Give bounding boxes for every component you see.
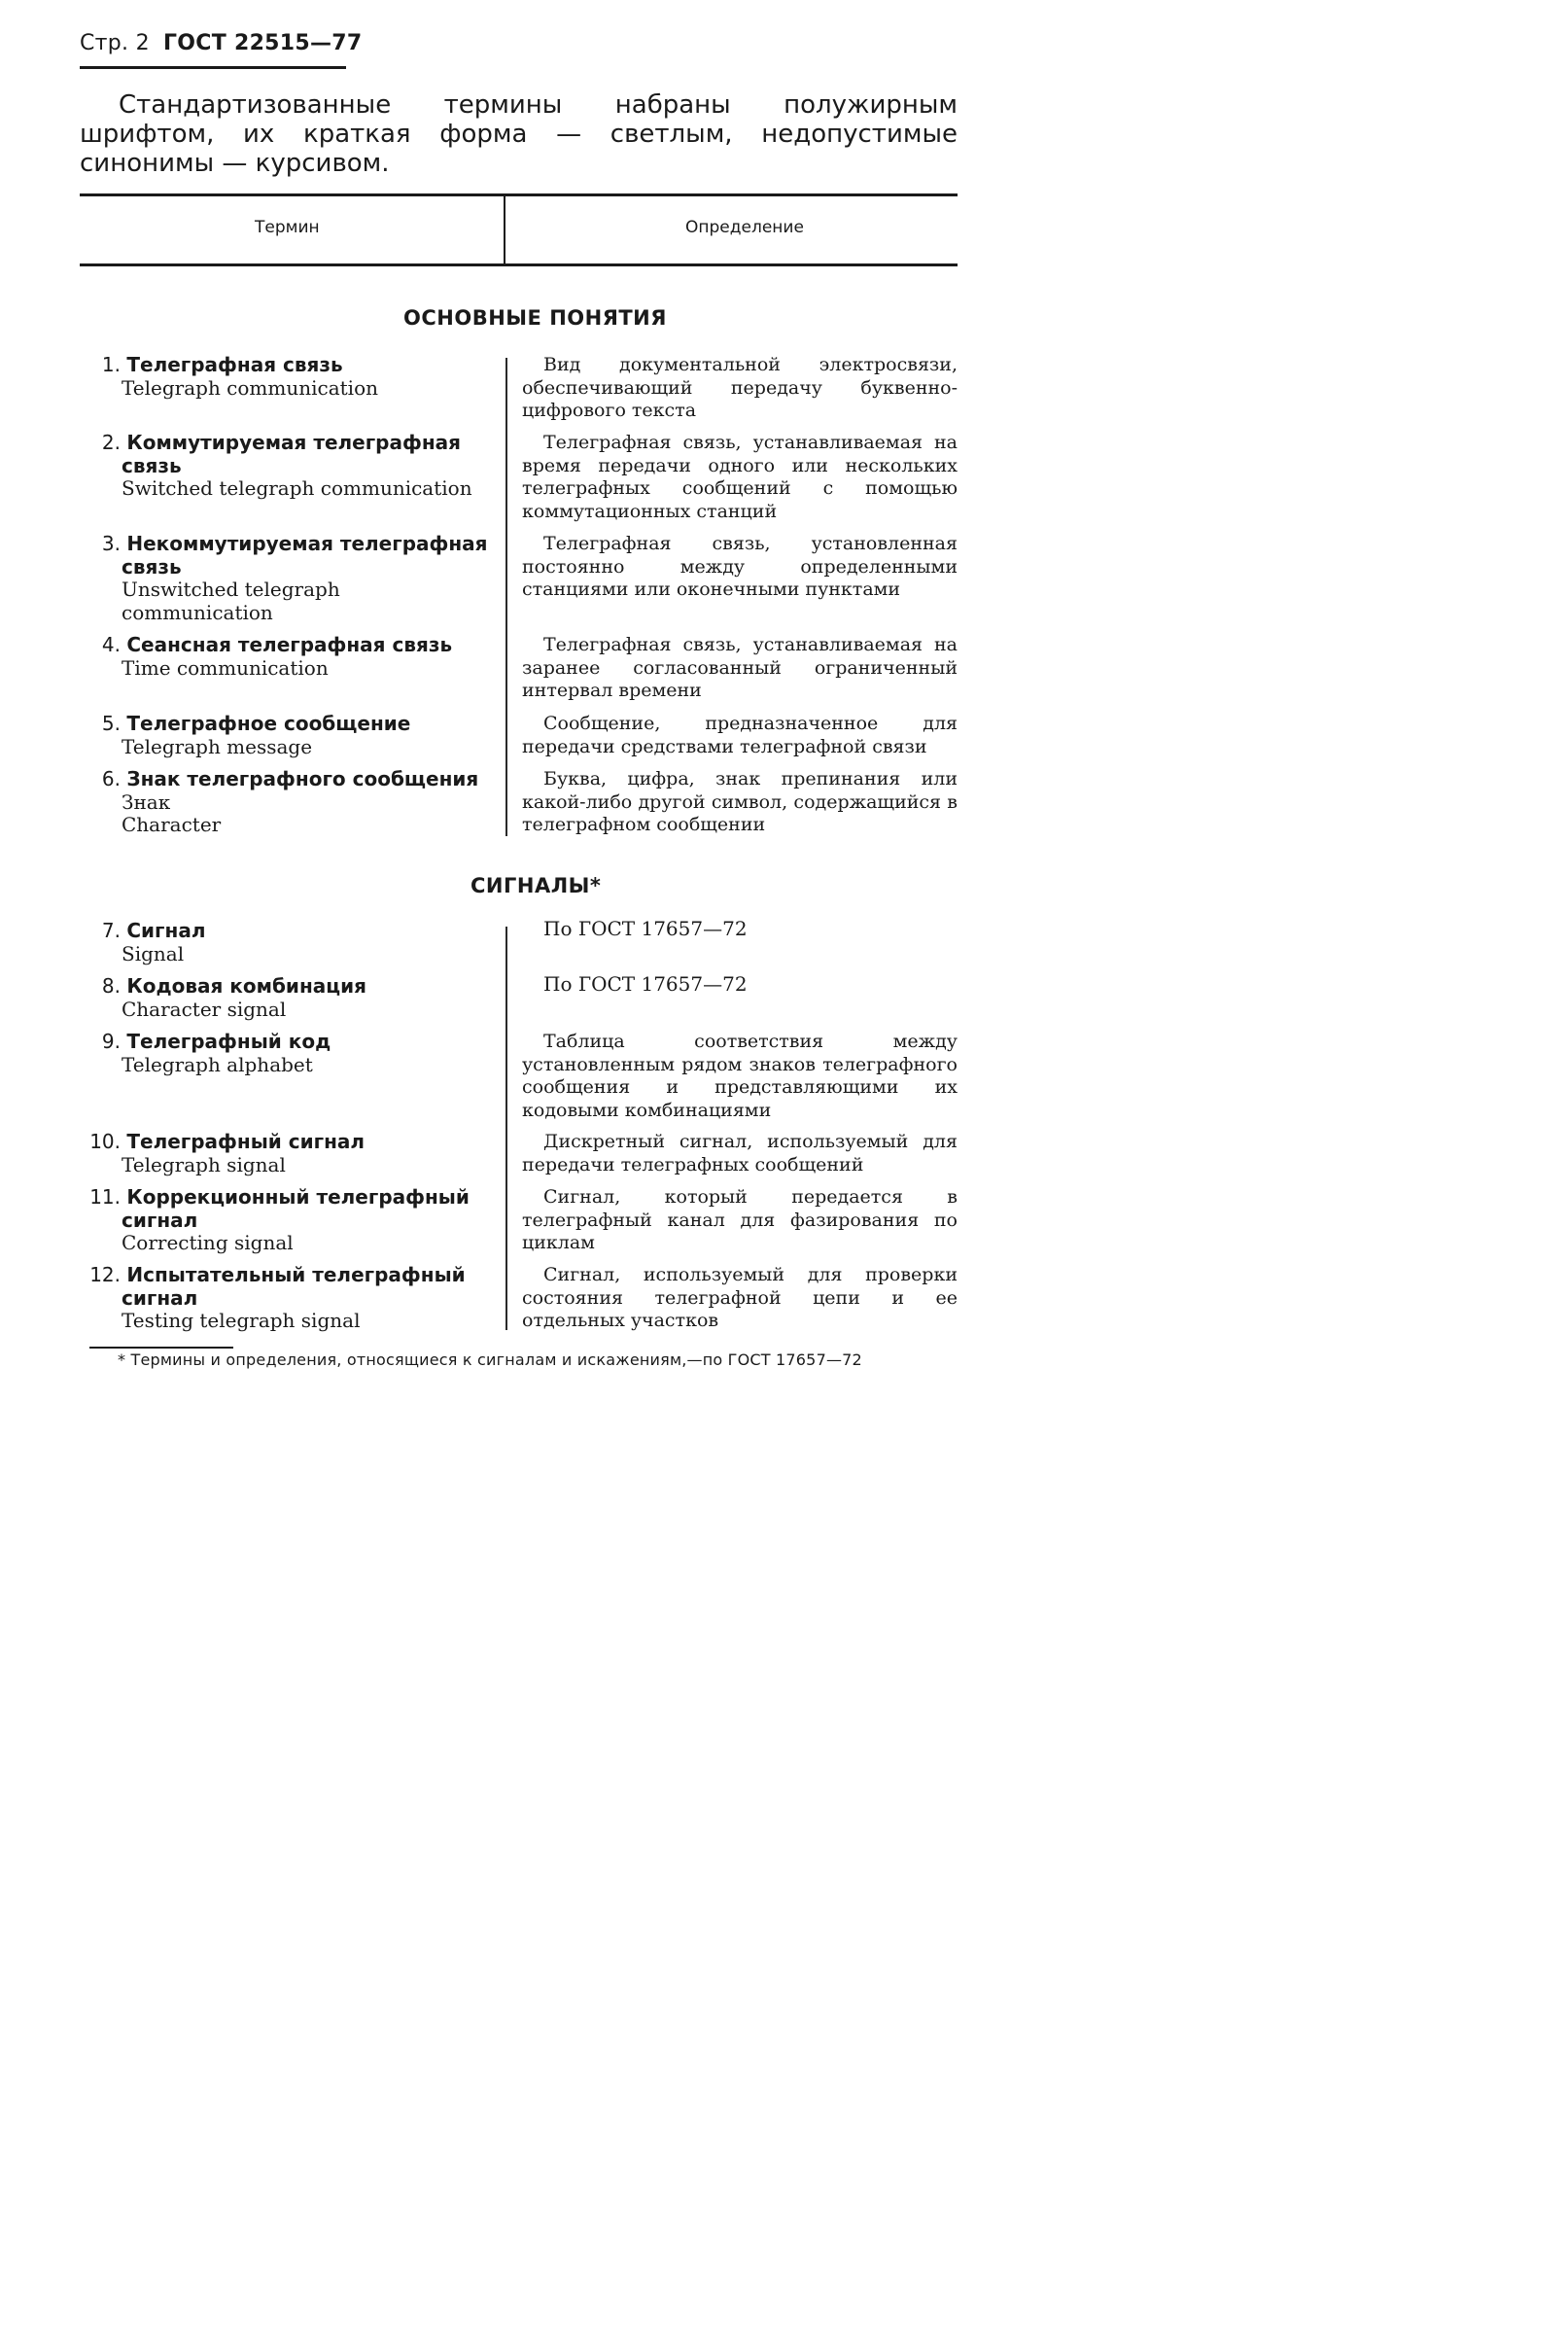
term-en: Switched telegraph communication xyxy=(122,476,472,500)
term-en: Telegraph alphabet xyxy=(122,1052,313,1076)
term-number: 11. xyxy=(89,1185,121,1209)
term-number: 9. xyxy=(101,1030,121,1053)
term-ru: Коммутируемая телеграфная xyxy=(126,431,461,454)
table-header-rule xyxy=(80,263,958,266)
term-ru: Испытательный телеграфный xyxy=(126,1263,466,1286)
term-entry xyxy=(89,1131,496,1176)
term-number: 6. xyxy=(101,767,121,790)
term-entry xyxy=(89,634,496,680)
term-definition: Телеграфная связь, устанавливаемая на заранее согласованный ограниченный интервал времени xyxy=(522,634,958,701)
term-en: Character xyxy=(122,813,222,836)
term-definition: Таблица соответствия между установленным рядом знаков телеграфного сообщения и представляющими их кодовыми комбинациями xyxy=(522,1031,958,1121)
term-ru: Знак телеграфного сообщения xyxy=(126,767,479,790)
term-definition: Дискретный сигнал, используемый для передачи телеграфных сообщений xyxy=(522,1131,958,1175)
document-id: ГОСТ 22515—77 xyxy=(162,31,363,55)
term-entry xyxy=(89,354,496,400)
intro-paragraph: Стандартизованные термины набраны полужирным шрифтом, их краткая форма — светлым, недопустимые синонимы — курсивом. xyxy=(80,90,958,178)
term-definition: По ГОСТ 17657—72 xyxy=(543,917,748,940)
term-ru: Некоммутируемая телеграфная xyxy=(126,532,488,555)
column-header-term: Термин xyxy=(255,218,320,237)
term-en: Telegraph message xyxy=(122,734,313,758)
term-ru: Телеграфное сообщение xyxy=(126,712,411,735)
term-ru: Сеансная телеграфная связь xyxy=(126,633,453,656)
term-number: 1. xyxy=(101,353,121,376)
term-number: 3. xyxy=(101,532,121,555)
term-definition: Телеграфная связь, устанавливаемая на время передачи одного или нескольких телеграфных сообщений с помощью коммутационных станций xyxy=(522,432,958,522)
term-ru: Телеграфная связь xyxy=(126,353,343,376)
term-entry xyxy=(89,768,496,837)
term-short-form: Знак xyxy=(122,789,171,814)
term-en: Character signal xyxy=(122,997,287,1021)
column-divider xyxy=(505,358,507,836)
term-en: Signal xyxy=(122,941,185,965)
header-rule xyxy=(80,66,346,69)
term-definition: Сигнал, используемый для проверки состояния телеграфной цепи и ее отдельных участков xyxy=(522,1264,958,1331)
term-definition: Телеграфная связь, установленная постоянно между определенными станциями или оконечными пунктами xyxy=(522,533,958,600)
section-title-signals: СИГНАЛЫ* xyxy=(470,874,602,897)
column-divider xyxy=(505,927,507,1330)
term-number: 2. xyxy=(101,431,121,454)
term-en: Time communication xyxy=(122,655,329,680)
table-top-rule xyxy=(80,193,958,196)
term-entry xyxy=(89,1031,496,1076)
term-en: Testing telegraph signal xyxy=(122,1309,361,1332)
term-number: 10. xyxy=(89,1130,121,1153)
term-ru: Телеграфный сигнал xyxy=(126,1130,366,1153)
term-en: Correcting signal xyxy=(122,1231,294,1254)
term-number: 7. xyxy=(101,919,121,942)
term-number: 8. xyxy=(101,974,121,998)
term-ru-continuation: сигнал xyxy=(122,1208,198,1232)
term-en: Telegraph signal xyxy=(122,1152,286,1176)
term-definition: Буква, цифра, знак препинания или какой-либо другой символ, содержащийся в телеграфном сообщении xyxy=(522,768,958,835)
column-header-divider xyxy=(504,196,505,263)
section-title-basic-concepts: ОСНОВНЫЕ ПОНЯТИЯ xyxy=(403,306,667,330)
term-number: 4. xyxy=(101,633,121,656)
term-ru: Сигнал xyxy=(126,919,206,942)
term-entry xyxy=(89,713,496,758)
column-header-definition: Определение xyxy=(685,218,804,237)
term-number: 12. xyxy=(89,1263,121,1286)
term-en: Unswitched telegraph communication xyxy=(122,578,340,624)
term-ru-continuation: связь xyxy=(122,453,182,477)
footnote: * Термины и определения, относящиеся к сигналам и искажениям,—по ГОСТ 17657—72 xyxy=(118,1350,862,1369)
term-entry xyxy=(89,1186,496,1255)
page-header xyxy=(80,31,363,55)
page-number: Стр. 2 xyxy=(80,31,150,55)
term-ru-continuation: связь xyxy=(122,554,182,579)
term-ru: Коррекционный телеграфный xyxy=(126,1185,470,1209)
term-entry xyxy=(89,533,496,624)
term-definition: Сигнал, который передается в телеграфный канал для фазирования по циклам xyxy=(522,1186,958,1253)
term-entry xyxy=(89,920,496,965)
term-definition: По ГОСТ 17657—72 xyxy=(543,972,748,996)
term-entry xyxy=(89,1264,496,1333)
term-entry xyxy=(89,432,496,501)
term-definition: Сообщение, предназначенное для передачи средствами телеграфной связи xyxy=(522,713,958,757)
term-number: 5. xyxy=(101,712,121,735)
term-entry xyxy=(89,975,496,1021)
term-ru: Телеграфный код xyxy=(126,1030,331,1053)
term-ru: Кодовая комбинация xyxy=(126,974,366,998)
term-en: Telegraph communication xyxy=(122,375,378,400)
term-ru-continuation: сигнал xyxy=(122,1285,198,1310)
footnote-rule xyxy=(89,1347,233,1349)
term-definition: Вид документальной электросвязи, обеспечивающий передачу буквенно-цифрового текста xyxy=(522,354,958,421)
